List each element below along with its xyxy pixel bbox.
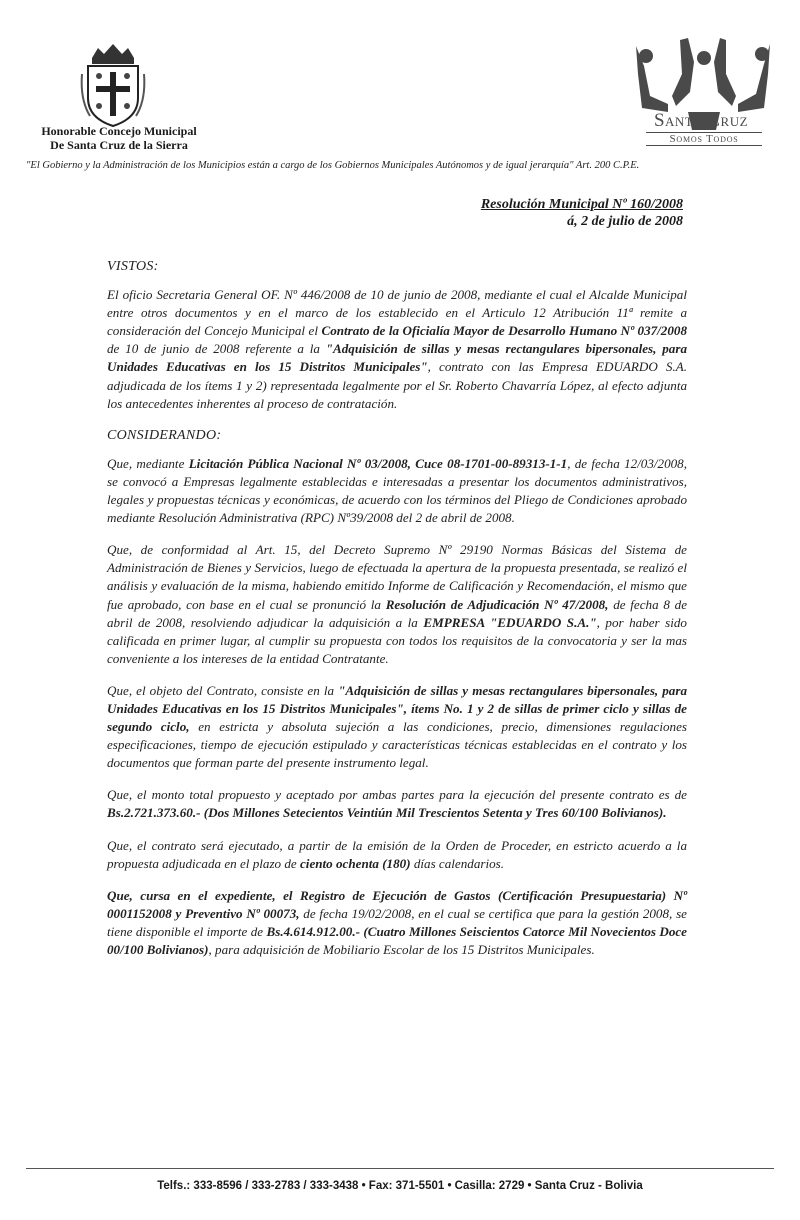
- footer-contact: Telfs.: 333-8596 / 333-2783 / 333-3438 • Fax: 371-5501 • Casilla: 2729 • Santa Cruz - Bolivia: [157, 1180, 643, 1192]
- footer-divider: [26, 1168, 774, 1169]
- logo-subtitle: Somos Todos: [646, 132, 762, 146]
- constitution-quote: "El Gobierno y la Administración de los Municipios están a cargo de los Gobiernos Municipales Autónomos y de igual jerarquía" Art. 200 C.P.E.: [26, 160, 640, 171]
- vistos-paragraph: El oficio Secretaria General OF. Nº 446/2008 de 10 de junio de 2008, mediante el cual el Alcalde Municipal entre otros documentos y en el marco de los establecido en el Articulo 12 Atribución 11ª remite a consideración del Concejo Municipal el Contrato de la Oficialía Mayor de Desarrollo Humano Nº 037/2008 de 10 de junio de 2008 referente a la "Adquisición de sillas y mesas rectangulares bipersonales, para Unidades Educativas en los 15 Distritos Municipales", contrato con las Empresa EDUARDO S.A. adjudicada de los ítems 1 y 2) representada legalmente por el Sr. Roberto Chavarría López, al efecto adjunta los antecedentes inherentes al proceso de contratación.: [107, 287, 687, 411]
- considerando-paragraph-6: Que, cursa en el expediente, el Registro de Ejecución de Gastos (Certificación Presupuestaria) Nº 0001152008 y Preventivo Nº 00073, de fecha 19/02/2008, en el cual se certifica que para la gestión 2008, se tiene disponible el importe de Bs.4.614.912.00.- (Cuatro Millones Seiscientos Catorce Mil Novecientos Doce 00/100 Bolivianos), para adquisición de Mobiliario Escolar de los 15 Distritos Municipales.: [107, 887, 687, 957]
- vistos-heading: VISTOS:: [107, 259, 159, 274]
- council-line-1: Honorable Concejo Municipal: [41, 124, 197, 138]
- council-line-2: De Santa Cruz de la Sierra: [50, 138, 188, 152]
- considerando-heading: CONSIDERANDO:: [107, 427, 222, 443]
- considerando-paragraph-1: Que, mediante Licitación Pública Nacional Nº 03/2008, Cuce 08-1701-00-89313-1-1, de fecha 12/03/2008, se convocó a Empresas legalmente establecidas e interesadas a presentar los documentos administrativos, legales y propuestas técnicas y económicas, de acuerdo con los términos del Pliego de Condiciones aprobado mediante Resolución Administrativa (RPC) Nº39/2008 del 2 de abril de 2008.: [107, 455, 687, 526]
- resolution-date: á, 2 de julio de 2008: [567, 214, 683, 229]
- considerando-paragraph-5: Que, el contrato será ejecutado, a partir de la emisión de la Orden de Proceder, en estricto acuerdo a la propuesta adjudicada en el plazo de ciento ochenta (180) días calendarios.: [107, 837, 687, 871]
- resolution-header: [481, 196, 683, 230]
- document-body: [107, 258, 687, 973]
- council-name: [24, 124, 214, 152]
- resolution-number: Resolución Municipal Nº 160/2008: [480, 197, 683, 212]
- considerando-paragraph-2: Que, de conformidad al Art. 15, del Decreto Supremo Nº 29190 Normas Básicas del Sistema de Administración de Bienes y Servicios, luego de efectuada la apertura de la propuesta presentada, se realizó el análisis y evaluación de la misma, habiendo emitido Informe de Calificación y Recomendación, el mismo que fue aprobado, con base en el cual se pronunció la Resolución de Adjudicación Nº 47/2008, de fecha 8 de abril de 2008, resolviendo adjudicar la adquisición a la EMPRESA "EDUARDO S.A.", por haber sido calificada en primer lugar, al cumplir su propuesta con todos los requisitos de la convocatoria y ser la mas conveniente a los intereses de la entidad Contratante.: [107, 542, 688, 666]
- logo-title: Santa Cruz: [653, 110, 749, 131]
- considerando-paragraph-3: Que, el objeto del Contrato, consiste en la "Adquisición de sillas y mesas rectangulares bipersonales, para Unidades Educativas en los 15 Distritos Municipales", ítems No. 1 y 2 de sillas de primer ciclo y sillas de segundo ciclo, en estricta y absoluta sujeción a las condiciones, precio, dimensiones regulaciones especificaciones, tiempo de ejecución estipulado y características técnicas establecidas en el contrato y los documentos que forman parte del presente instrumento legal.: [107, 682, 687, 771]
- coat-of-arms-seal: [80, 40, 146, 128]
- considerando-paragraph-4: Que, el monto total propuesto y aceptado por ambas partes para la ejecución del presente contrato es de Bs.2.721.373.60.- (Dos Millones Setecientos Veintiún Mil Trescientos Setenta y Tres 60/100 Bolivianos).: [107, 787, 687, 821]
